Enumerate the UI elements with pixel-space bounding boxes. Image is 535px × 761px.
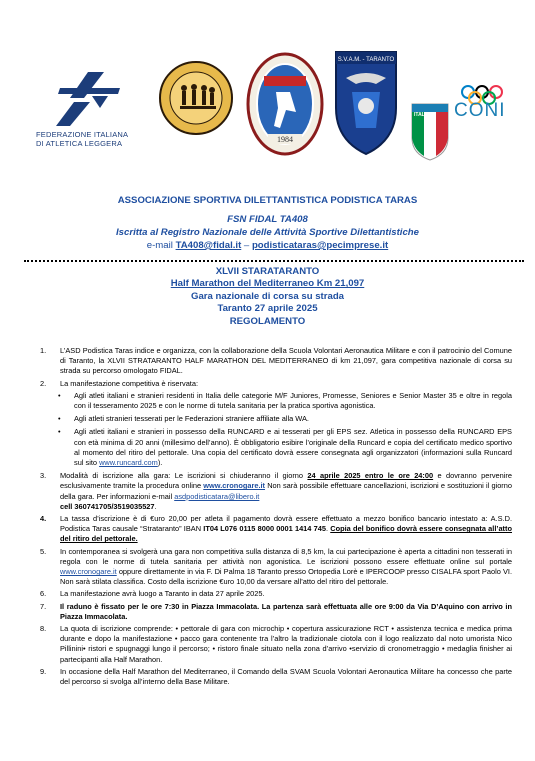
fidal-emblem-icon <box>30 68 150 128</box>
rule-number: 1. <box>40 346 47 355</box>
rule-item <box>26 346 512 377</box>
fidal-logo <box>30 68 150 148</box>
cronogare-link-2[interactable]: www.cronogare.it <box>60 567 117 577</box>
rule-bullet: • Agli atleti stranieri tesserati per le Federazioni straniere affiliate alla WA. <box>58 414 309 424</box>
rule-text: Il raduno è fissato per le ore 7:30 in Piazza Immacolata. La partenza sarà effettuata alle ore 9:00 da Via D’Aquino con arrivo in Piazza Immacolata. <box>60 601 512 621</box>
svam-label: S.V.A.M. - TARANTO <box>337 57 395 63</box>
bullet-text: Agli atleti italiani e stranieri residenti in Italia delle categorie M/F Juniores, Promesse, Seniores e Senior Master 35 e oltre in regola con il tesseramento 2025 e con le norme di tutela sanitaria per la pratica sportiva agonistica. <box>74 390 512 411</box>
rules-list <box>26 346 512 689</box>
race-type: Gara nazionale di corsa su strada <box>190 290 345 302</box>
olympic-rings-icon <box>408 82 520 162</box>
fidal-line1: FEDERAZIONE ITALIANA <box>36 130 129 139</box>
rule-text: oppure direttamente in via F. Di Palma 18 Taranto presso Ortopedia Lorè e IPERCOOP presso CISALFA sport Paolo VI. Non sarà stilata classifica. Costo della iscrizione €uro 10,00 da versare all’atto del ritiro del pettorale. <box>60 567 512 587</box>
edition-title: XLVII STARATARANTO <box>215 266 320 277</box>
race-title: Half Marathon del Mediterraneo Km 21,097 <box>170 278 365 290</box>
bullet-text: Agli atleti italiani e stranieri in possesso della RUNCARD e ai tesserati per gli EPS sez. Atletica in possesso della RUNCARD EPS con età minima di 20 anni (millesimo dell’anno). È obbligatorio esibire l’originale della Runcard e copia del certificato medico sportivo al momento del ritiro del pettorale. Una copia del certificato dovrà essere consegnata agli organizzatori (informazioni sulla Runcard sul sito <box>74 427 512 468</box>
org-name: ASSOCIAZIONE SPORTIVA DILETTANTISTICA PODISTICA TARAS <box>117 195 418 206</box>
rule-text: e dovranno pervenire esclusivamente tramite la procedura online <box>60 471 512 491</box>
rule-bullet: • Agli atleti italiani e stranieri in possesso della RUNCARD e ai tesserati per gli EPS sez. Atletica in possesso della RUNCARD EPS con età minima di 20 anni (millesimo dell’anno). È obbligatorio esibire l’originale della Runcard e copia del certificato medico sportivo al momento del ritiro del pettorale. Una copia del certificato dovrà essere consegnata agli organizzatori (informazioni sulla Runcard sul sito www.runcard.com). <box>58 427 512 468</box>
rule-text: In contemporanea si svolgerà una gara non competitiva sulla distanza di 8,5 km, la cui partecipazione è aperta a cittadini non tesserati in regola con le norme di tutela sanitaria per attività non agonistica. Le iscrizioni possono essere effettuate online sul portale <box>60 546 512 566</box>
email-link-fidal[interactable]: TA408@fidal.it <box>175 240 242 251</box>
rule-item <box>26 547 512 588</box>
rule-item <box>26 514 512 545</box>
email-link-pec[interactable]: podisticataras@pecimprese.it <box>251 240 389 251</box>
rule-number: 3. <box>40 471 47 481</box>
rule-number: 5. <box>40 546 47 556</box>
rule-bullet: • Agli atleti italiani e stranieri residenti in Italia delle categorie M/F Juniores, Promesse, Seniores e Senior Master 35 e oltre in regola con il tesseramento 2025 e con le norme di tutela sanitaria per la pratica sportiva agonistica. <box>58 390 512 411</box>
svam-logo <box>332 48 400 158</box>
registry-line: Iscritta al Registro Nazionale delle Attività Sportive Dilettantistiche <box>116 227 419 238</box>
fsn-code: FSN FIDAL TA408 <box>227 214 308 225</box>
rule-number: 2. <box>40 378 47 388</box>
rule-item <box>26 589 512 599</box>
rule-text: La tassa d’iscrizione è di €uro 20,00 per atleta il pagamento dovrà essere effettuato a mezzo bonifico bancario intestato a: A.S.D. Podistica Taras causale “Strataranto” IBAN <box>60 514 512 534</box>
bullet-text: Agli atleti stranieri tesserati per le Federazioni straniere affiliate alla WA. <box>74 414 309 424</box>
deadline-text: 24 aprile 2025 entro le ore 24:00 <box>307 471 434 481</box>
taras-year: 1984 <box>277 135 293 144</box>
email-line <box>0 239 535 252</box>
strataranto-logo <box>158 60 234 136</box>
copy-notice: Copia del bonifico dovrà essere consegnata all’atto del ritiro del pettorale. <box>60 524 512 544</box>
cell-number: cell 360741705/3519035527 <box>60 501 155 511</box>
email-separator: – <box>241 240 252 251</box>
email-label: e-mail <box>146 240 173 251</box>
org-header <box>0 194 535 252</box>
rule-item <box>26 379 512 389</box>
rule-text: Non sarà possibile effettuare cancellazioni, iscrizioni e sostituzioni il giorno della gara. Per informazioni e-mail <box>60 481 512 501</box>
race-date: Taranto 27 aprile 2025 <box>217 303 318 315</box>
rule-text: . <box>325 524 331 534</box>
coni-logo <box>408 82 520 162</box>
runcard-link[interactable]: www.runcard.com <box>99 458 158 468</box>
rule-number: 9. <box>40 666 47 676</box>
info-email-link[interactable]: asdpodisticatara@libero.it <box>174 491 260 501</box>
rule-text: La manifestazione avrà luogo a Taranto in data 27 aprile 2025. <box>60 589 265 599</box>
logo-strip <box>0 30 535 150</box>
fidal-line2: DI ATLETICA LEGGERA <box>36 139 123 148</box>
rule-text: . <box>154 501 157 511</box>
rule-text: La quota di iscrizione comprende: • pettorale di gara con microchip • copertura assicurazione RCT • assistenza tecnica e medica prima durante e dopo la manifestazione • pacco gara contenente tra l’altro la tradizionale ciotola con il logo realizzato dal noto umorista Nico Pillinini• ristori e spugnaggi lungo il percorso; • ristoro finale situato nella zona d’arrivo •servizio di cronometraggio • medaglia finisher ai partecipanti alla Half Marathon. <box>60 624 512 664</box>
event-title <box>0 266 535 328</box>
rule-text: La manifestazione competitiva è riservata: <box>60 378 199 388</box>
iban-text: IT04 L076 0115 8000 0001 1414 745 <box>203 524 326 534</box>
rule-number: 8. <box>40 624 47 634</box>
dotted-divider <box>24 260 524 262</box>
rule-text: In occasione della Half Marathon del Mediterraneo, il Comando della SVAM Scuola Volontari Aeronautica Militare ha concesso che parte del percorso si svolga all’interno della Base Militare. <box>60 666 512 687</box>
rule-item <box>26 471 512 512</box>
cronogare-link[interactable]: www.cronogare.it <box>203 481 266 491</box>
rule-item <box>26 624 512 665</box>
doc-title: REGOLAMENTO <box>229 315 306 327</box>
rule-text: L’ASD Podistica Taras indice e organizza, con la collaborazione della Scuola Volontari Aeronautica Militare e con il patrocinio del Comune di Taranto, la XLVII STRATARANTO HALF MARATHON DEL MEDITERRANEO di km 21,097, gara competitiva nazionale di corsa su strada su percorso omologato FIDAL. <box>60 346 512 376</box>
rule-number: 4. <box>40 514 47 524</box>
coni-italia: ITALIA <box>414 112 430 118</box>
coni-text: CONI <box>454 100 506 121</box>
rule-number: 7. <box>40 601 47 611</box>
rule-number: 6. <box>40 589 47 599</box>
taras-logo <box>246 52 324 156</box>
bullet-end: ). <box>157 458 163 468</box>
rule-item <box>26 602 512 622</box>
rule-text: Modalità di iscrizione alla gara: Le iscrizioni si chiuderanno il giorno <box>60 471 308 481</box>
rule-item <box>26 667 512 687</box>
